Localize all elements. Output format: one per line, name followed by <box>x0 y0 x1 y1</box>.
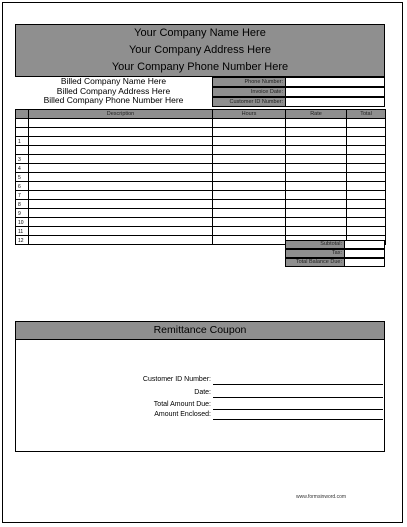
hours-cell[interactable] <box>213 209 286 218</box>
customer-id-field[interactable] <box>286 97 385 107</box>
total-cell[interactable] <box>347 227 386 236</box>
description-cell[interactable] <box>29 146 213 155</box>
subtotal-row <box>285 240 385 249</box>
table-row <box>16 155 386 164</box>
header-description: Description <box>29 110 213 119</box>
hours-cell[interactable] <box>213 218 286 227</box>
description-cell[interactable] <box>29 164 213 173</box>
rate-cell[interactable] <box>286 227 347 236</box>
coupon-amount-enclosed-row <box>16 410 386 420</box>
coupon-title: Remittance Coupon <box>16 322 384 340</box>
description-cell[interactable] <box>29 173 213 182</box>
row-number-cell: 1 <box>16 137 29 146</box>
coupon-date-label: Date: <box>194 389 211 396</box>
total-cell[interactable] <box>347 200 386 209</box>
description-cell[interactable] <box>29 128 213 137</box>
company-header <box>15 24 385 77</box>
company-address: Your Company Address Here <box>128 44 272 56</box>
description-cell[interactable] <box>29 155 213 164</box>
header-number <box>16 110 29 119</box>
line-items-table <box>15 109 386 245</box>
row-number-cell: 3 <box>16 155 29 164</box>
hours-cell[interactable] <box>213 191 286 200</box>
description-cell[interactable] <box>29 209 213 218</box>
invoice-date-label: Invoice Date: <box>212 87 286 97</box>
hours-cell[interactable] <box>213 173 286 182</box>
header-hours: Hours <box>213 110 286 119</box>
description-cell[interactable] <box>29 119 213 128</box>
header-total: Total <box>347 110 386 119</box>
hours-cell[interactable] <box>213 200 286 209</box>
phone-number-row <box>212 77 385 87</box>
description-cell[interactable] <box>29 227 213 236</box>
total-cell[interactable] <box>347 182 386 191</box>
total-cell[interactable] <box>347 146 386 155</box>
header-rate: Rate <box>286 110 347 119</box>
row-number-cell: 7 <box>16 191 29 200</box>
rate-cell[interactable] <box>286 173 347 182</box>
hours-cell[interactable] <box>213 128 286 137</box>
rate-cell[interactable] <box>286 146 347 155</box>
total-cell[interactable] <box>347 128 386 137</box>
billed-company-address[interactable]: Billed Company Address Here <box>56 85 171 96</box>
customer-id-row <box>212 97 385 107</box>
hours-cell[interactable] <box>213 236 286 245</box>
rate-cell[interactable] <box>286 137 347 146</box>
rate-cell[interactable] <box>286 218 347 227</box>
hours-cell[interactable] <box>213 119 286 128</box>
total-cell[interactable] <box>347 209 386 218</box>
total-cell[interactable] <box>347 218 386 227</box>
coupon-total-due-row <box>16 400 386 410</box>
description-cell[interactable] <box>29 236 213 245</box>
total-balance-row <box>285 258 385 267</box>
invoice-date-row <box>212 87 385 97</box>
row-number-cell <box>16 128 29 137</box>
table-row <box>16 128 386 137</box>
description-cell[interactable] <box>29 191 213 200</box>
row-number-cell: 5 <box>16 173 29 182</box>
rate-cell[interactable] <box>286 155 347 164</box>
row-number-cell: 4 <box>16 164 29 173</box>
total-cell[interactable] <box>347 137 386 146</box>
row-number-cell <box>16 146 29 155</box>
phone-number-label: Phone Number: <box>212 77 286 87</box>
coupon-amount-enclosed-label: Amount Enclosed: <box>154 411 211 418</box>
description-cell[interactable] <box>29 182 213 191</box>
coupon-customer-id-field[interactable] <box>213 384 383 385</box>
table-row <box>16 173 386 182</box>
table-row <box>16 137 386 146</box>
invoice-info-fields <box>212 77 385 109</box>
coupon-date-field[interactable] <box>213 397 383 398</box>
phone-number-field[interactable] <box>286 77 385 87</box>
totals-block <box>285 240 385 267</box>
table-row <box>16 209 386 218</box>
hours-cell[interactable] <box>213 155 286 164</box>
row-number-cell: 9 <box>16 209 29 218</box>
tax-row <box>285 249 385 258</box>
invoice-date-field[interactable] <box>286 87 385 97</box>
hours-cell[interactable] <box>213 137 286 146</box>
table-row <box>16 164 386 173</box>
tax-label: Tax: <box>285 249 345 258</box>
table-row <box>16 146 386 155</box>
tax-field[interactable] <box>345 249 385 258</box>
coupon-date-row <box>16 388 386 398</box>
row-number-cell: 10 <box>16 218 29 227</box>
subtotal-label: Subtotal: <box>285 240 345 249</box>
total-cell[interactable] <box>347 191 386 200</box>
description-cell[interactable] <box>29 218 213 227</box>
rate-cell[interactable] <box>286 209 347 218</box>
subtotal-field[interactable] <box>345 240 385 249</box>
table-row <box>16 191 386 200</box>
coupon-total-due-label: Total Amount Due: <box>153 401 211 408</box>
total-balance-field[interactable] <box>345 258 385 267</box>
hours-cell[interactable] <box>213 227 286 236</box>
table-row <box>16 182 386 191</box>
billed-to-block <box>15 77 212 109</box>
row-number-cell: 6 <box>16 182 29 191</box>
coupon-customer-id-row <box>16 375 386 385</box>
rate-cell[interactable] <box>286 200 347 209</box>
company-name: Your Company Name Here <box>134 27 266 39</box>
row-number-cell <box>16 119 29 128</box>
coupon-customer-id-label: Customer ID Number: <box>142 376 211 383</box>
coupon-amount-enclosed-field[interactable] <box>213 419 383 420</box>
total-cell[interactable] <box>347 119 386 128</box>
table-row <box>16 119 386 128</box>
hours-cell[interactable] <box>213 164 286 173</box>
total-cell[interactable] <box>347 173 386 182</box>
total-balance-label: Total Balance Due: <box>285 258 345 267</box>
rate-cell[interactable] <box>286 182 347 191</box>
hours-cell[interactable] <box>213 146 286 155</box>
rate-cell[interactable] <box>286 119 347 128</box>
footer-credit: www.formsinword.com <box>296 494 347 500</box>
rate-cell[interactable] <box>286 164 347 173</box>
billed-company-phone[interactable]: Billed Company Phone Number Here <box>43 95 184 105</box>
company-phone: Your Company Phone Number Here <box>111 61 289 73</box>
table-row <box>16 227 386 236</box>
total-cell[interactable] <box>347 155 386 164</box>
rate-cell[interactable] <box>286 191 347 200</box>
table-row <box>16 200 386 209</box>
table-header-row <box>16 110 386 119</box>
table-row <box>16 218 386 227</box>
billed-company-name[interactable]: Billed Company Name Here <box>60 76 167 86</box>
hours-cell[interactable] <box>213 182 286 191</box>
row-number-cell: 8 <box>16 200 29 209</box>
remittance-coupon <box>15 321 385 452</box>
rate-cell[interactable] <box>286 128 347 137</box>
description-cell[interactable] <box>29 137 213 146</box>
total-cell[interactable] <box>347 164 386 173</box>
customer-id-label: Customer ID Number: <box>212 97 286 107</box>
row-number-cell: 11 <box>16 227 29 236</box>
row-number-cell: 12 <box>16 236 29 245</box>
description-cell[interactable] <box>29 200 213 209</box>
